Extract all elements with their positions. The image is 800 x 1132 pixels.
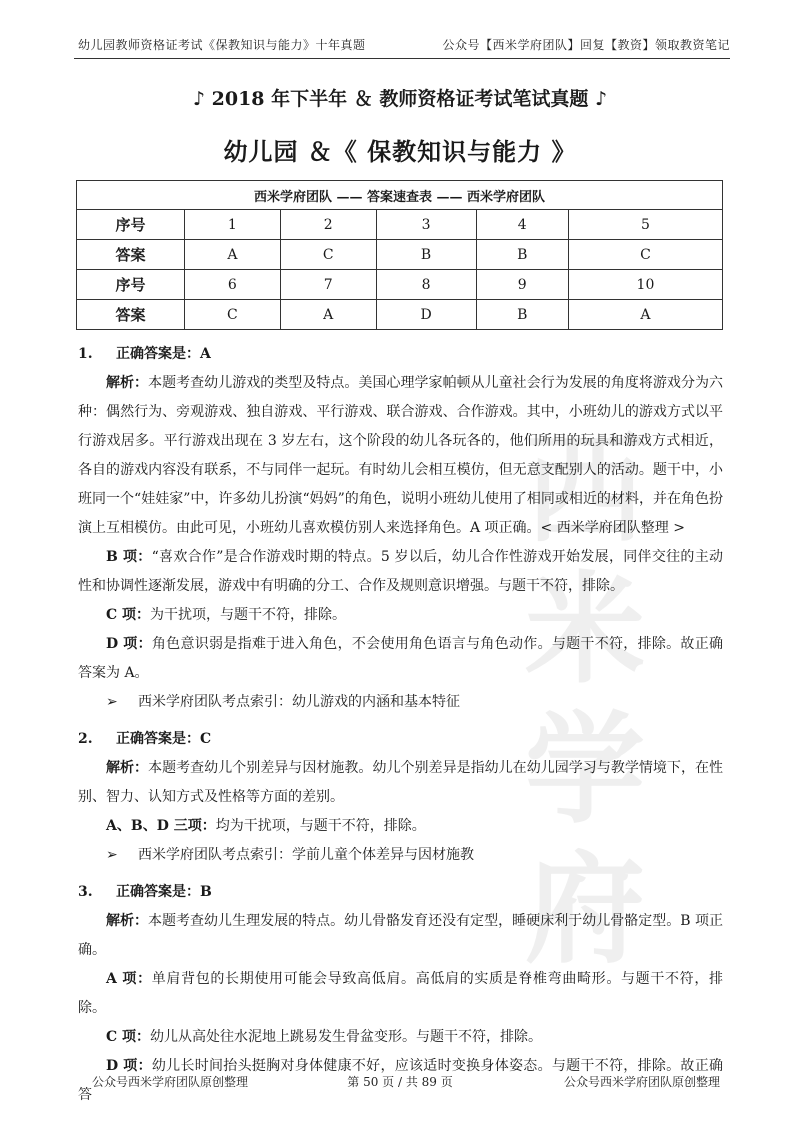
option-explanation — [78, 1023, 723, 1052]
subject-title: 幼儿园 ＆《 保教知识与能力 》 — [223, 137, 577, 166]
option-text: 均为干扰项，与题干不符，排除。 — [215, 818, 426, 834]
table-cell: 2 — [280, 210, 376, 240]
question-3-answer — [78, 878, 723, 907]
explanation-paragraph — [78, 907, 723, 965]
row-header: 序号 — [77, 270, 185, 300]
exam-title: ♪ 2018 年下半年 ＆ 教师资格证考试笔试真题 ♪ — [192, 88, 608, 110]
option-label: C 项： — [106, 1029, 151, 1045]
header-right-text: 公众号【西米学府团队】回复【教资】领取教资笔记 — [442, 38, 730, 52]
option-text: “喜欢合作”是合作游戏时期的特点。5 岁以后，幼儿合作性游戏开始发展，同伴交往的主动性和协调性逐渐发展，游戏中有明确的分工、合作及规则意识增强。与题干不符，排除。 — [78, 549, 723, 594]
table-caption: 西米学府团队 —— 答案速查表 —— 西米学府团队 — [77, 181, 723, 210]
table-cell: A — [185, 240, 281, 270]
table-cell: C — [568, 240, 722, 270]
explanation-label: 解析： — [106, 375, 149, 391]
correct-answer-text: 正确答案是：B — [116, 884, 212, 900]
table-cell: 1 — [185, 210, 281, 240]
option-explanation — [78, 543, 723, 601]
option-label: A、B、D 三项： — [106, 818, 216, 834]
option-explanation — [78, 630, 723, 688]
option-text: 幼儿从高处往水泥地上跳易发生骨盆变形。与题干不符，排除。 — [150, 1029, 543, 1045]
option-text: 幼儿长时间抬头挺胸对身体健康不好，应该适时变换身体姿态。与题干不符，排除。故正确答 — [78, 1058, 724, 1103]
table-cell: 10 — [568, 270, 722, 300]
option-label: B 项： — [106, 549, 152, 565]
question-number: 1. — [78, 346, 93, 362]
option-explanation — [78, 965, 723, 1023]
option-text: 为干扰项，与题干不符，排除。 — [150, 607, 347, 623]
question-2-answer — [78, 725, 723, 754]
table-row — [77, 240, 723, 270]
option-explanation — [78, 601, 723, 630]
explanation-label: 解析： — [106, 760, 149, 776]
watermark: 西米 学府 — [525, 419, 645, 980]
footer-right-text: 公众号西米学府团队原创整理 — [563, 1075, 720, 1089]
option-label: D 项： — [106, 1058, 152, 1074]
question-number: 3. — [78, 884, 93, 900]
question-number: 2. — [78, 731, 93, 747]
key-point-text: 西米学府团队考点索引：学前儿童个体差异与因材施教 — [138, 847, 474, 863]
correct-answer-text: 正确答案是：A — [116, 346, 211, 362]
table-cell: B — [476, 240, 568, 270]
answer-explanations — [78, 340, 723, 1110]
table-cell: B — [376, 240, 476, 270]
option-label: D 项： — [106, 636, 152, 652]
arrow-bullet-icon: ➢ — [106, 847, 118, 863]
option-label: C 项： — [106, 607, 151, 623]
row-header: 序号 — [77, 210, 185, 240]
page-number: 第 50 页 / 共 89 页 — [347, 1075, 453, 1089]
table-cell: A — [568, 300, 722, 330]
option-explanation — [78, 812, 723, 841]
table-cell: 6 — [185, 270, 281, 300]
footer-left-text: 公众号西米学府团队原创整理 — [92, 1075, 249, 1089]
table-cell: 4 — [476, 210, 568, 240]
explanation-text: 本题考查幼儿个别差异与因材施教。幼儿个别差异是指幼儿在幼儿园学习与教学情境下，在性别、智力、认知方式及性格等方面的差别。 — [78, 760, 724, 805]
table-cell: B — [476, 300, 568, 330]
explanation-label: 解析： — [106, 913, 149, 929]
table-cell: 9 — [476, 270, 568, 300]
table-cell: 3 — [376, 210, 476, 240]
arrow-bullet-icon: ➢ — [106, 694, 118, 710]
option-text: 单肩背包的长期使用可能会导致高低肩。高低肩的实质是脊椎弯曲畸形。与题干不符，排除。 — [78, 971, 723, 1016]
table-row — [77, 300, 723, 330]
header-left-text: 幼儿园教师资格证考试《保教知识与能力》十年真题 — [78, 38, 366, 52]
option-label: A 项： — [106, 971, 152, 987]
table-row — [77, 270, 723, 300]
explanation-paragraph — [78, 754, 723, 812]
key-point-index — [78, 841, 723, 870]
answer-quick-table — [76, 180, 723, 330]
key-point-index — [78, 688, 723, 717]
table-cell: C — [185, 300, 281, 330]
table-cell: C — [280, 240, 376, 270]
table-row — [77, 210, 723, 240]
explanation-text: 本题考查幼儿游戏的类型及特点。美国心理学家帕顿从儿童社会行为发展的角度将游戏分为六种：偶然行为、旁观游戏、独自游戏、平行游戏、联合游戏、合作游戏。其中，小班幼儿的游戏方式以平行游戏居多。平行游戏出现在 3 岁左右，这个阶段的幼儿各玩各的，他们所用的玩具和游戏方式相近，各自的游戏内容没有联系，不与同伴一起玩。有时幼儿会相互模仿，但无意支配别人的活动。题干中，小班同一个“娃娃家”中，许多幼儿扮演“妈妈”的角色，说明小班幼儿使用了相同或相近的材料，并在角色扮演上互相模仿。由此可见，小班幼儿喜欢模仿别人来选择角色。A 项正确。< 西米学府团队整理 > — [78, 375, 724, 536]
table-cell: 5 — [568, 210, 722, 240]
header-divider — [74, 58, 730, 59]
table-cell: A — [280, 300, 376, 330]
row-header: 答案 — [77, 240, 185, 270]
table-cell: D — [376, 300, 476, 330]
explanation-paragraph — [78, 369, 723, 543]
correct-answer-text: 正确答案是：C — [116, 731, 212, 747]
explanation-text: 本题考查幼儿生理发展的特点。幼儿骨骼发育还没有定型，睡硬床利于幼儿骨骼定型。B 项正确。 — [78, 913, 723, 958]
question-1-answer — [78, 340, 723, 369]
table-cell: 8 — [376, 270, 476, 300]
key-point-text: 西米学府团队考点索引：幼儿游戏的内涵和基本特征 — [138, 694, 460, 710]
row-header: 答案 — [77, 300, 185, 330]
table-cell: 7 — [280, 270, 376, 300]
option-text: 角色意识弱是指难于进入角色，不会使用角色语言与角色动作。与题干不符，排除。故正确答案为 A。 — [78, 636, 724, 681]
